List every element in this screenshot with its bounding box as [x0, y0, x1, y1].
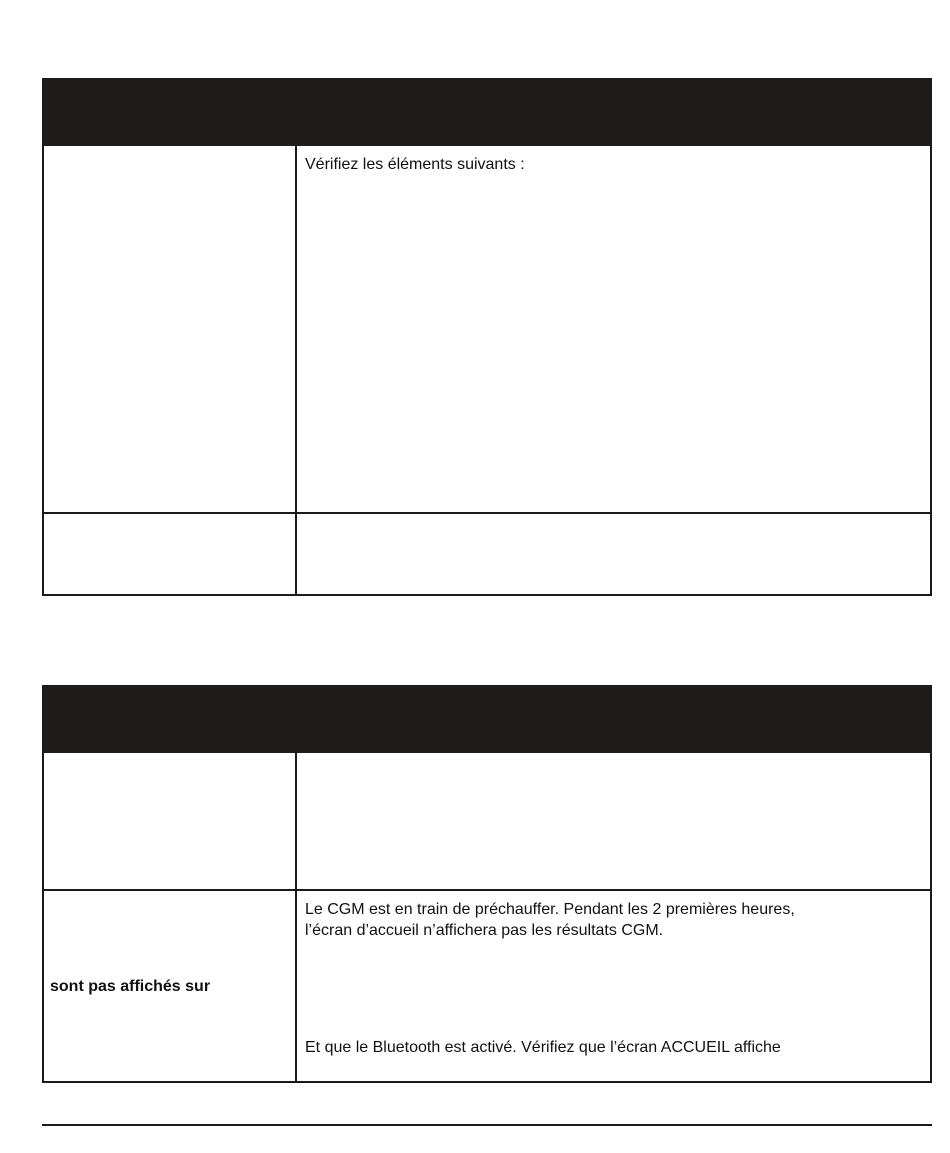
solution-text-line-2: l’écran d’accueil n’affichera pas les résultats CGM. [305, 922, 664, 939]
solution-text-line-1: Le CGM est en train de préchauffer. Pendant les 2 premières heures, [305, 901, 795, 918]
table-row [44, 753, 930, 889]
troubleshooting-table-1 [42, 78, 932, 596]
solution-text: Vérifiez les éléments suivants : [305, 156, 525, 173]
table-2-header [44, 687, 930, 753]
table-row [44, 889, 930, 1081]
table-1-header [44, 80, 930, 146]
solution-text-line-3: Et que le Bluetooth est activé. Vérifiez que l’écran ACCUEIL affiche [305, 1039, 781, 1056]
problem-cell [44, 753, 297, 889]
problem-text: sont pas affichés sur [50, 978, 211, 995]
troubleshooting-table-2 [42, 685, 932, 1083]
solution-cell [297, 146, 930, 512]
problem-cell [44, 891, 297, 1081]
solution-cell [297, 891, 930, 1081]
table-row [44, 146, 930, 512]
footer-divider [42, 1124, 932, 1126]
table-row [44, 512, 930, 594]
problem-cell [44, 514, 297, 594]
problem-cell [44, 146, 297, 512]
solution-cell [297, 514, 930, 594]
solution-cell [297, 753, 930, 889]
